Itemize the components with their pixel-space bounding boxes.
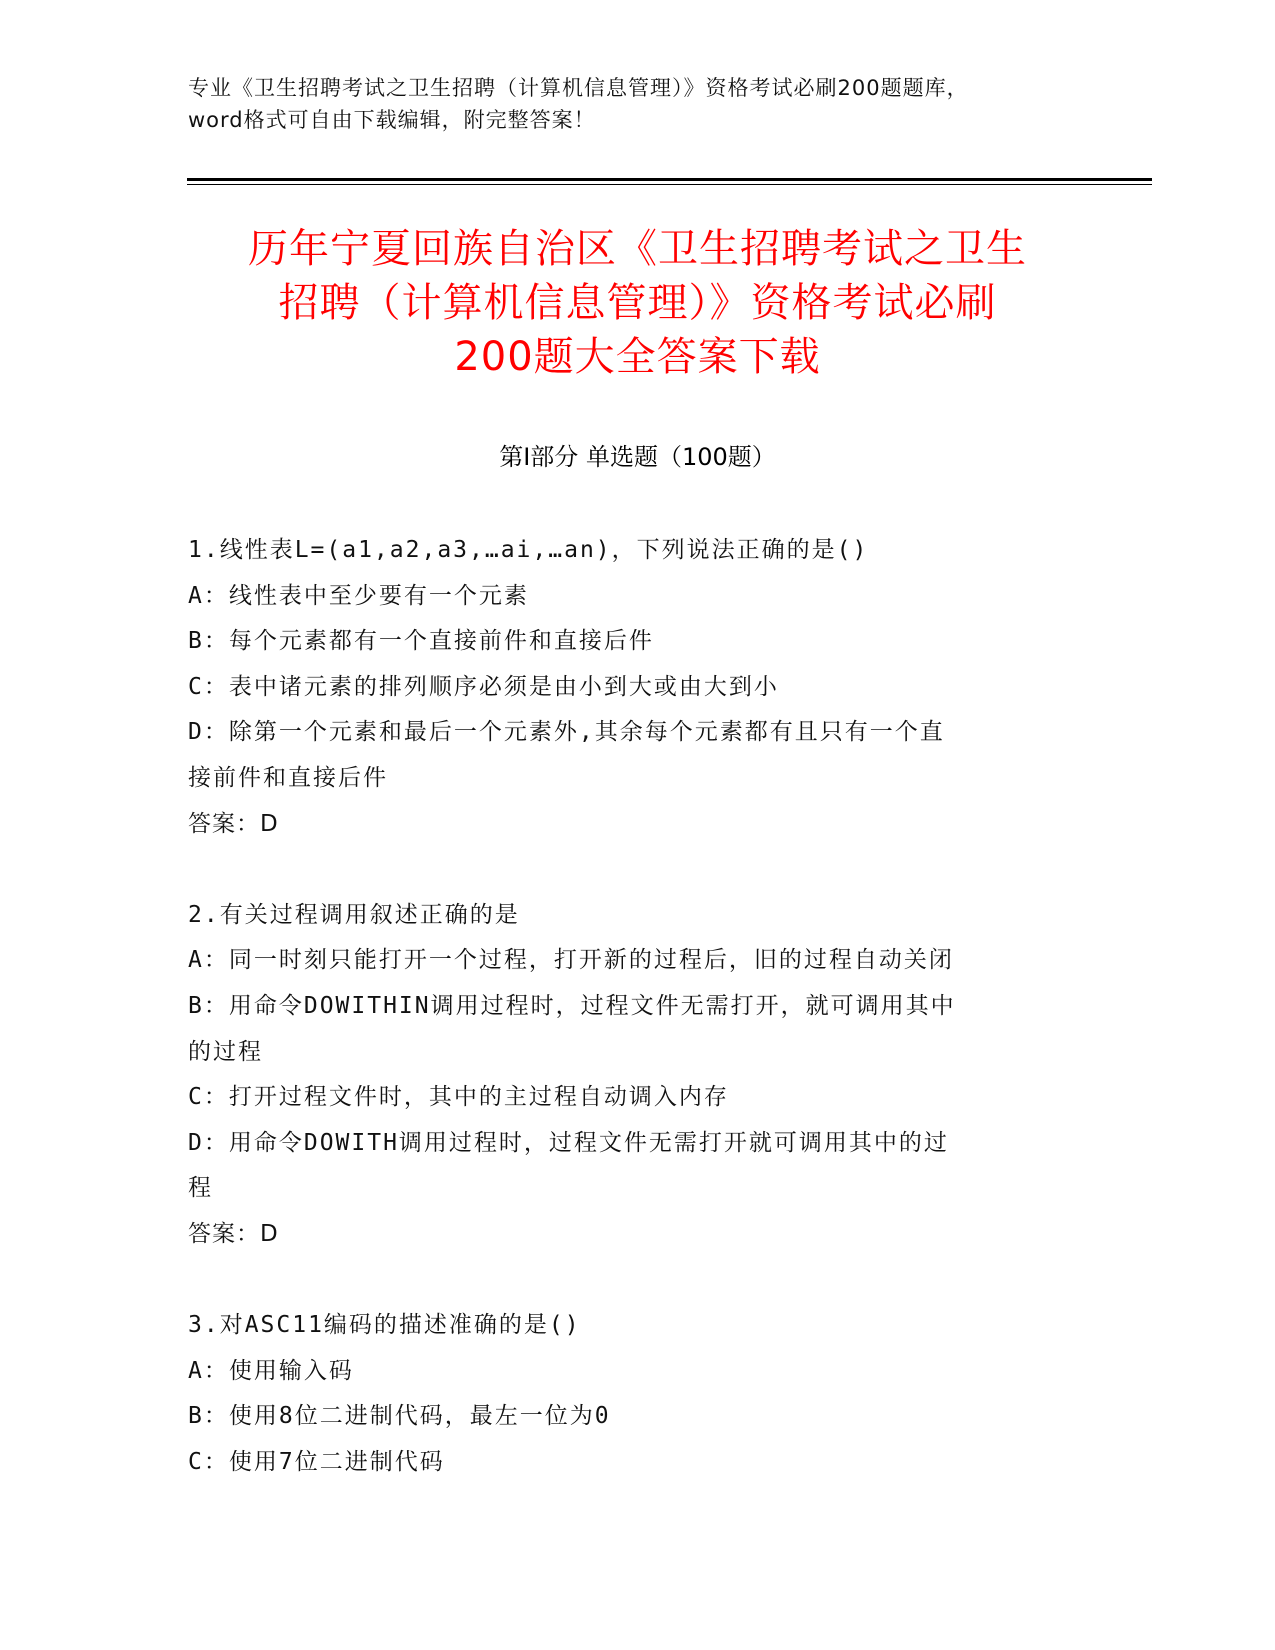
question-spacer [188, 1258, 1088, 1304]
question-1-option-d-cont: 接前件和直接后件 [188, 764, 388, 791]
question-2-option-a: A：同一时刻只能打开一个过程，打开新的过程后，旧的过程自动关闭 [188, 947, 954, 974]
header-note [188, 72, 1088, 136]
question-spacer [188, 847, 1088, 893]
document-title-line-3: 200题大全答案下载 [454, 334, 821, 380]
question-1-answer: 答案：D [188, 810, 279, 837]
question-3-option-c: C：使用7位二进制代码 [188, 1448, 445, 1475]
question-list [188, 528, 1088, 1485]
question-2-answer: 答案：D [188, 1220, 279, 1247]
question-2-option-b-cont: 的过程 [188, 1038, 263, 1065]
document-title [150, 222, 1125, 384]
question-3-option-b: B：使用8位二进制代码，最左一位为0 [188, 1403, 611, 1430]
header-rule-thin [187, 184, 1152, 185]
section-heading: 第Ⅰ部分 单选题（100题） [499, 443, 776, 471]
question-3-stem: 3.对ASC11编码的描述准确的是() [188, 1312, 581, 1339]
header-rule-thick [187, 178, 1152, 181]
question-1-option-b: B：每个元素都有一个直接前件和直接后件 [188, 628, 654, 655]
question-2-stem: 2.有关过程调用叙述正确的是 [188, 901, 520, 928]
document-title-line-1: 历年宁夏回族自治区《卫生招聘考试之卫生 [248, 226, 1027, 272]
question-1-option-a: A：线性表中至少要有一个元素 [188, 582, 529, 609]
question-2-option-d-cont: 程 [188, 1175, 213, 1202]
question-1-stem: 1.线性表L=(a1,a2,a3,…ai,…an)，下列说法正确的是() [188, 537, 869, 563]
document-title-line-2: 招聘（计算机信息管理）》资格考试必刷 [278, 280, 997, 326]
question-2-option-c: C：打开过程文件时，其中的主过程自动调入内存 [188, 1084, 729, 1111]
question-1-option-d: D：除第一个元素和最后一个元素外,其余每个元素都有且只有一个直 [188, 719, 945, 746]
header-note-line-2: word格式可自由下载编辑，附完整答案！ [188, 108, 596, 132]
question-2-option-d: D：用命令DOWITH调用过程时，过程文件无需打开就可调用其中的过 [188, 1129, 949, 1156]
question-2-option-b: B：用命令DOWITHIN调用过程时，过程文件无需打开，就可调用其中 [188, 992, 956, 1019]
header-note-line-1: 专业《卫生招聘考试之卫生招聘（计算机信息管理）》资格考试必刷200题题库， [188, 76, 969, 100]
question-3-option-a: A：使用输入码 [188, 1357, 354, 1384]
question-1-option-c: C：表中诸元素的排列顺序必须是由小到大或由大到小 [188, 673, 779, 700]
